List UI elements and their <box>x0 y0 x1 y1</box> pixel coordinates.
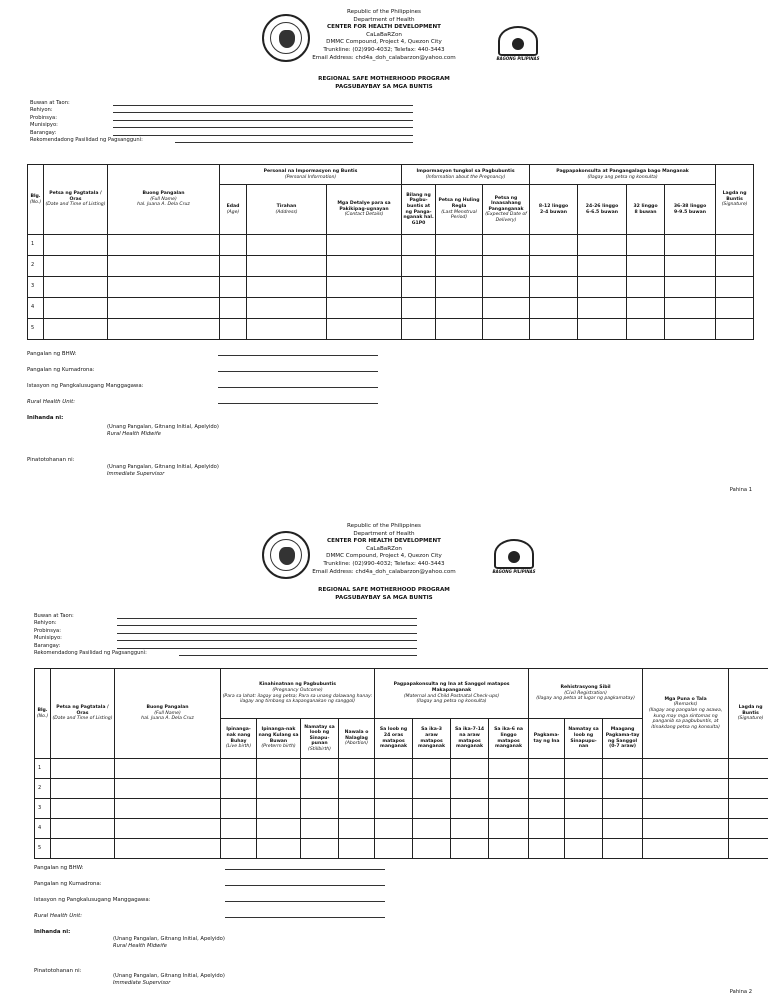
prepared-by-signature: (Unang Pangalan, Gitnang Initial, Apelyido) Rural Health Midwife <box>107 424 219 437</box>
group-civil-registration: Rehistrasyong Sibil (Civil Registration) (Ilagay ang petsa at lugar ng pagkamatay) <box>529 669 643 719</box>
table-row: 5 <box>28 319 754 340</box>
col-date-listing: Petsa ng Pagtatala / Oras (Date and Time of Listing) <box>44 165 108 235</box>
col-age: Edad (Age) <box>220 185 247 235</box>
program-subtitle: PAGSUBAYBAY SA MGA BUNTIS <box>335 594 433 601</box>
attested-by <box>34 968 81 975</box>
rhu-line[interactable] <box>225 917 385 918</box>
sun-icon <box>498 26 538 56</box>
logo-label: BAGONG PILIPINAS <box>496 56 540 61</box>
letterhead-email: Email Address: chd4a_doh_calabarzon@yahoo.com <box>312 568 456 575</box>
letterhead-email: Email Address: chd4a_doh_calabarzon@yahoo.com <box>312 54 456 61</box>
prepared-by-label: Inihanda ni: <box>34 929 71 935</box>
station-line[interactable] <box>218 387 378 388</box>
letterhead-line: Republic of the Philippines <box>347 9 421 15</box>
field-label: Rehiyon: <box>30 107 53 114</box>
field-line[interactable] <box>179 655 417 656</box>
field-line[interactable] <box>175 142 413 143</box>
program-subtitle: PAGSUBAYBAY SA MGA BUNTIS <box>335 83 433 90</box>
bhw-line[interactable] <box>225 869 385 870</box>
col-full-name: Buong Pangalan (Full Name) hal. Juana A. Dela Cruz <box>115 669 221 759</box>
midwife-line[interactable] <box>218 371 378 372</box>
letterhead-line: CaLaBaRZon <box>366 31 402 38</box>
location-fields <box>30 100 143 144</box>
col-stillbirth: Namatay sa loob ng Sinapu-punan (Stillbirth) <box>301 719 339 759</box>
sun-icon <box>494 539 534 569</box>
field-label: Rekomendadong Pasilidad ng Pagsanggunì: <box>30 136 143 143</box>
letterhead-line: Republic of the Philippines <box>347 523 421 529</box>
staff-fields <box>34 865 150 945</box>
group-pregnancy-outcome: Kinahinatnan ng Pagbubuntis (Pregnancy Outcome) (Para sa lahat: ilagay ang petsa; Para sa unang dalawang hanay: ilagay ang timbang sa kapanganakan ng sanggol) <box>221 669 375 719</box>
table-row: 2 <box>28 256 754 277</box>
col-maternal-death: Pagkama-tay ng Ina <box>529 719 565 759</box>
col-neonatal-death: Maagang Pagkama-tay ng Sanggol (0-7 araw) <box>603 719 643 759</box>
letterhead <box>0 523 768 576</box>
col-postnatal-1: Sa loob ng 24 oras matapos manganak <box>375 719 413 759</box>
field-line[interactable] <box>113 105 413 106</box>
attested-by-label: Pinatotohanan ni: <box>34 968 82 974</box>
rhu-line[interactable] <box>218 403 378 404</box>
station-label: Istasyon ng Pangkalusugang Manggagawa: <box>34 897 151 903</box>
attested-by-signature: (Unang Pangalan, Gitnang Initial, Apelyido) Immediate Supervisor <box>113 973 225 986</box>
table-row: 4 <box>28 298 754 319</box>
attested-by <box>27 457 74 464</box>
col-preterm-birth: Ipinanga-nak nang Kulang sa Buwan (Preterm birth) <box>257 719 301 759</box>
bhw-label: Pangalan ng BHW: <box>34 865 84 871</box>
table-row: 1 <box>35 759 768 779</box>
letterhead-line: Trunkline: (02)990-4032; Telefax: 440-3443 <box>323 46 445 53</box>
field-label: Rehiyon: <box>34 620 57 627</box>
page-number: Pahina 1 <box>729 487 752 493</box>
program-name: REGIONAL SAFE MOTHERHOOD PROGRAM <box>318 76 450 82</box>
col-postnatal-4: Sa ika-6 na linggo matapos manganak <box>489 719 529 759</box>
midwife-label: Pangalan ng Kumadrona: <box>27 367 95 373</box>
attested-by-label: Pinatotohanan ni: <box>27 457 75 463</box>
field-line[interactable] <box>117 618 417 619</box>
field-label: Munisipyo: <box>30 122 58 129</box>
midwife-line[interactable] <box>225 885 385 886</box>
col-date-listing: Petsa ng Pagtatala / Oras (Date and Time of Listing) <box>51 669 115 759</box>
col-abortion: Nawala o Nalaglag (Abortion) <box>339 719 375 759</box>
group-pregnancy-info: Impormasyon tungkol sa Pagbubuntis (Information about the Pregnancy) <box>402 165 530 185</box>
letterhead-agency: CENTER FOR HEALTH DEVELOPMENT <box>327 538 441 545</box>
pregnancy-outcome-table <box>34 668 768 859</box>
letterhead <box>0 9 768 62</box>
table-row: 2 <box>35 779 768 799</box>
col-remarks: Mga Puna o Tala (Remarks) (Ilagay ang pangalan ng asawa, kung may mga sintomas ng panganib sa pagbubuntis, at itinakdang petsa ng konsulta) <box>643 669 729 759</box>
prepared-by-label: Inihanda ni: <box>27 415 64 421</box>
col-edd: Petsa ng Inaasahang Panganganak (Expected Date of Delivery) <box>483 185 530 235</box>
col-consult-2: 24-26 linggo 6-6.5 buwan <box>578 185 627 235</box>
col-consult-1: 8-12 linggo 2-4 buwan <box>530 185 578 235</box>
rhu-label: Rural Health Unit: <box>27 399 76 405</box>
col-number: Blg. (No.) <box>28 165 44 235</box>
letterhead-line: Trunkline: (02)990-4032; Telefax: 440-3443 <box>323 560 445 567</box>
bagong-pilipinas-logo <box>490 26 546 62</box>
field-label: Barangay: <box>34 642 61 649</box>
table-row: 3 <box>35 799 768 819</box>
program-title <box>0 76 768 91</box>
field-line[interactable] <box>117 648 417 649</box>
form-page-2 <box>0 503 768 1006</box>
col-gravida-para: Bilang ng Pagbu-buntis at ng Panga-nganak hal. G1P0 <box>402 185 436 235</box>
table-row: 1 <box>28 235 754 256</box>
bhw-line[interactable] <box>218 355 378 356</box>
staff-fields <box>27 351 143 431</box>
col-signature: Lagda ng Buntis (Signature) <box>729 669 768 759</box>
col-full-name: Buong Pangalan (Full Name) hal. Juana A. Dela Cruz <box>108 165 220 235</box>
attested-by-signature: (Unang Pangalan, Gitnang Initial, Apelyido) Immediate Supervisor <box>107 464 219 477</box>
station-line[interactable] <box>225 901 385 902</box>
field-line[interactable] <box>113 127 413 128</box>
group-personal-info: Personal na Impormasyon ng Buntis (Personal Information) <box>220 165 402 185</box>
program-name: REGIONAL SAFE MOTHERHOOD PROGRAM <box>318 587 450 593</box>
prepared-by-signature: (Unang Pangalan, Gitnang Initial, Apelyido) Rural Health Midwife <box>113 936 225 949</box>
field-label: Munisipyo: <box>34 635 62 642</box>
letterhead-line: DMMC Compound, Project 4, Quezon City <box>326 39 442 46</box>
col-consult-3: 32 linggo 8 buwan <box>627 185 665 235</box>
field-label: Probinsya: <box>34 627 61 634</box>
rhu-label: Rural Health Unit: <box>34 913 83 919</box>
program-title <box>0 587 768 602</box>
col-address: Tirahan (Address) <box>247 185 327 235</box>
col-number: Blg. (No.) <box>35 669 51 759</box>
field-line[interactable] <box>117 625 417 626</box>
bhw-label: Pangalan ng BHW: <box>27 351 77 357</box>
letterhead-line: DMMC Compound, Project 4, Quezon City <box>326 553 442 560</box>
col-signature: Lagda ng Buntis (Signature) <box>716 165 754 235</box>
pregnancy-tracking-table <box>27 164 754 340</box>
field-line[interactable] <box>117 633 417 634</box>
letterhead-line: CaLaBaRZon <box>366 545 402 552</box>
table-row: 5 <box>35 839 768 859</box>
col-postnatal-2: Sa ika-3 araw matapos manganak <box>413 719 451 759</box>
station-label: Istasyon ng Pangkalusugang Manggagawa: <box>27 383 144 389</box>
field-line[interactable] <box>117 640 417 641</box>
field-label: Probinsya: <box>30 114 57 121</box>
field-line[interactable] <box>113 120 413 121</box>
logo-label: BAGONG PILIPINAS <box>492 569 536 574</box>
midwife-label: Pangalan ng Kumadrona: <box>34 881 102 887</box>
table-row: 4 <box>35 819 768 839</box>
field-line[interactable] <box>113 112 413 113</box>
letterhead-agency: CENTER FOR HEALTH DEVELOPMENT <box>327 24 441 31</box>
table-row: 3 <box>28 277 754 298</box>
group-prenatal-consults: Pagpapakonsulta at Pangangalaga bago Manganak (Ilagay ang petsa ng konsulta) <box>530 165 716 185</box>
page-number: Pahina 2 <box>729 989 752 995</box>
field-label: Buwan at Taon: <box>30 100 70 106</box>
location-fields <box>34 613 147 657</box>
letterhead-line: Department of Health <box>353 530 415 537</box>
col-contact: Mga Detalye para sa Pakikipag-ugnayan (Contact Details) <box>327 185 402 235</box>
col-fetal-death: Namatay sa loob ng Sinapupu-nan <box>565 719 603 759</box>
field-line[interactable] <box>113 135 413 136</box>
bagong-pilipinas-logo <box>486 539 542 575</box>
field-label: Rekomendadong Pasilidad ng Pagsanggunì: <box>34 649 147 656</box>
col-live-birth: Ipinanga-nak nang Buhay (Live birth) <box>221 719 257 759</box>
col-consult-4: 36-38 linggo 9-9.5 buwan <box>665 185 716 235</box>
field-label: Buwan at Taon: <box>34 613 74 619</box>
col-lmp: Petsa ng Huling Regla (Last Menstrual Period) <box>436 185 483 235</box>
group-postnatal: Pagpapakonsulta ng Ina at Sanggol matapos Makapanganak (Maternal and Child Postnatal Check-ups) (Ilagay ang petsa ng konsulta) <box>375 669 529 719</box>
field-label: Barangay: <box>30 129 57 136</box>
letterhead-line: Department of Health <box>353 16 415 23</box>
col-postnatal-3: Sa ika-7-14 na araw matapos manganak <box>451 719 489 759</box>
